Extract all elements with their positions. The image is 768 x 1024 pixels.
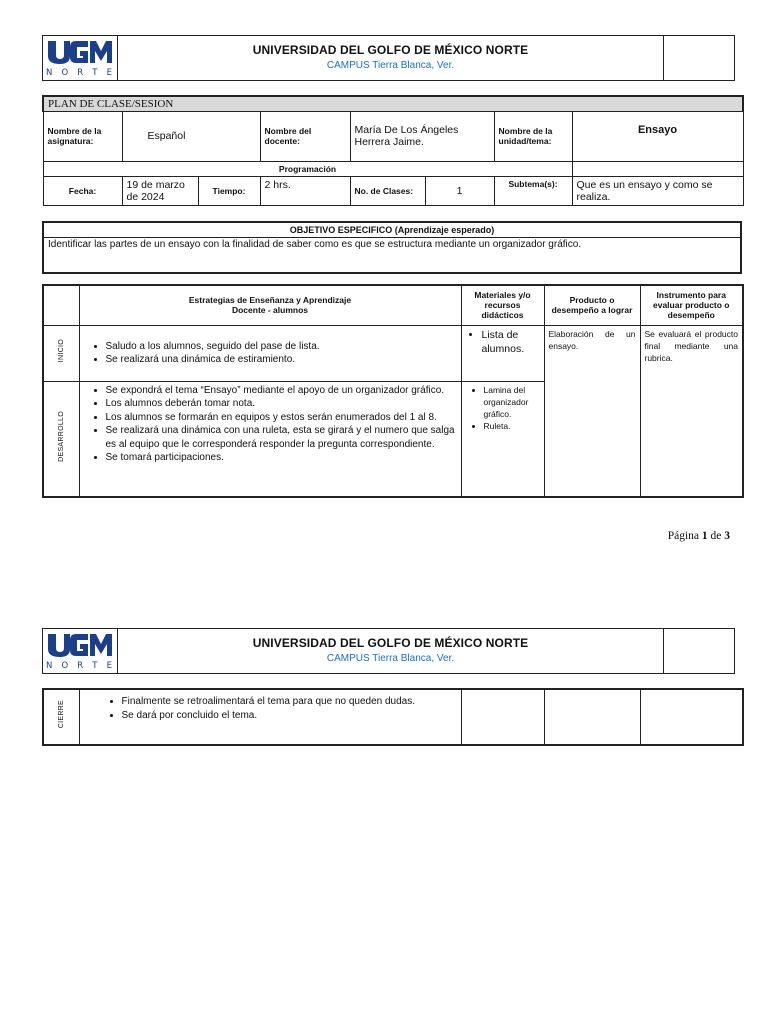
ugm-logo-icon xyxy=(46,39,112,65)
plan-section xyxy=(42,95,742,206)
material-item: • Lamina del organizador gráfico. xyxy=(484,384,540,420)
inicio-label-cell xyxy=(43,325,79,381)
subtema-label: Subtema(s): xyxy=(494,176,572,205)
unidad-label: Nombre de la unidad/tema: xyxy=(494,111,572,161)
estrategias-head: Estrategias de Enseñanza y Aprendizaje Docente - alumnos xyxy=(79,285,461,325)
estrategias-table xyxy=(42,284,744,498)
objetivo-table xyxy=(42,221,742,274)
header-title-block xyxy=(118,629,664,673)
ugm-logo-icon xyxy=(46,632,112,658)
estrategias-section xyxy=(42,284,742,498)
objetivo-title: OBJETIVO ESPECIFICO (Aprendizaje esperado) xyxy=(43,222,741,238)
logo-wordmark: N O R T E xyxy=(46,68,112,78)
clases-label: No. de Clases: xyxy=(350,176,425,205)
unidad-value: Ensayo xyxy=(572,111,743,161)
document-header xyxy=(42,35,735,81)
asignatura-label: Nombre de la asignatura: xyxy=(43,111,122,161)
cierre-item: • Se dará por concluido el tema. xyxy=(122,709,457,723)
tiempo-label: Tiempo: xyxy=(198,176,260,205)
cierre-producto xyxy=(544,689,640,745)
subtema-value: Que es un ensayo y como se realiza. xyxy=(572,176,743,205)
cierre-table xyxy=(42,688,744,746)
producto-head: Producto o desempeño a lograr xyxy=(544,285,640,325)
page-number: Página 1 de 3 xyxy=(667,530,730,542)
instrumento-head: Instrumento para evaluar producto o desempeño xyxy=(640,285,743,325)
inicio-activities xyxy=(79,325,461,381)
asignatura-value: Español xyxy=(122,111,260,161)
tiempo-value: 2 hrs. xyxy=(260,176,350,205)
plan-table xyxy=(42,95,744,206)
logo-wordmark: N O R T E xyxy=(46,661,112,671)
objetivo-section xyxy=(42,221,742,274)
inicio-item: • Saludo a los alumnos, seguido del pase de lista. xyxy=(106,340,457,354)
materiales-head: Materiales y/o recursos didácticos xyxy=(461,285,544,325)
inicio-label: INICIO xyxy=(57,338,65,363)
fecha-label: Fecha: xyxy=(43,176,122,205)
programacion-blank xyxy=(572,161,743,176)
desarrollo-item: • Los alumnos deberán tomar nota. xyxy=(106,397,457,411)
clases-value: 1 xyxy=(425,176,494,205)
university-name: UNIVERSIDAD DEL GOLFO DE MÉXICO NORTE xyxy=(252,636,529,650)
inicio-item: • Se realizará una dinámica de estiramiento. xyxy=(106,353,457,367)
fecha-value: 19 de marzo de 2024 xyxy=(122,176,198,205)
plan-title: PLAN DE CLASE/SESION xyxy=(43,96,743,111)
objetivo-text: Identificar las partes de un ensayo con la finalidad de saber como es que se estructura mediante un organizador gráfico. xyxy=(43,238,741,273)
docente-value: María De Los Ángeles Herrera Jaime. xyxy=(350,111,494,161)
material-item: • Lista de alumnos. xyxy=(482,328,540,356)
ugm-logo xyxy=(43,36,118,80)
material-item: • Ruleta. xyxy=(484,420,540,432)
header-title-block xyxy=(118,36,664,80)
cierre-activities xyxy=(79,689,461,745)
desarrollo-item: • Se realizará una dinámica con una ruleta, esta se girará y el numero que salga es al equipo que le corresponderá responder la pregunta correspondiente. xyxy=(106,424,457,451)
cierre-section xyxy=(42,688,742,746)
programacion-label: Programación xyxy=(43,161,572,176)
cierre-label-cell xyxy=(43,689,79,745)
campus-name: CAMPUS Tierra Blanca, Ver. xyxy=(326,653,455,664)
cierre-materiales xyxy=(461,689,544,745)
cierre-instrumento xyxy=(640,689,743,745)
header-blank-cell xyxy=(664,36,734,80)
university-name: UNIVERSIDAD DEL GOLFO DE MÉXICO NORTE xyxy=(252,43,529,57)
desarrollo-item: • Se expondrá el tema “Ensayo” mediante el apoyo de un organizador gráfico. xyxy=(106,384,457,398)
campus-name: CAMPUS Tierra Blanca, Ver. xyxy=(326,60,455,71)
document-header-page2 xyxy=(42,628,735,674)
desarrollo-materiales xyxy=(461,381,544,497)
header-blank-cell xyxy=(664,629,734,673)
desarrollo-activities xyxy=(79,381,461,497)
instrumento-cell: Se evaluará el producto final mediante una rubrica. xyxy=(640,325,743,497)
inicio-materiales xyxy=(461,325,544,381)
desarrollo-label-cell xyxy=(43,381,79,497)
desarrollo-label: DESARROLLO xyxy=(57,410,65,462)
desarrollo-item: • Se tomará participaciones. xyxy=(106,451,457,465)
producto-cell: Elaboración de un ensayo. xyxy=(544,325,640,497)
desarrollo-item: • Los alumnos se formarán en equipos y estos serán enumerados del 1 al 8. xyxy=(106,411,457,425)
ugm-logo xyxy=(43,629,118,673)
cierre-item: • Finalmente se retroalimentará el tema para que no queden dudas. xyxy=(122,695,457,709)
estrategias-corner xyxy=(43,285,79,325)
docente-label: Nombre del docente: xyxy=(260,111,350,161)
cierre-label: CIERRE xyxy=(57,700,65,729)
